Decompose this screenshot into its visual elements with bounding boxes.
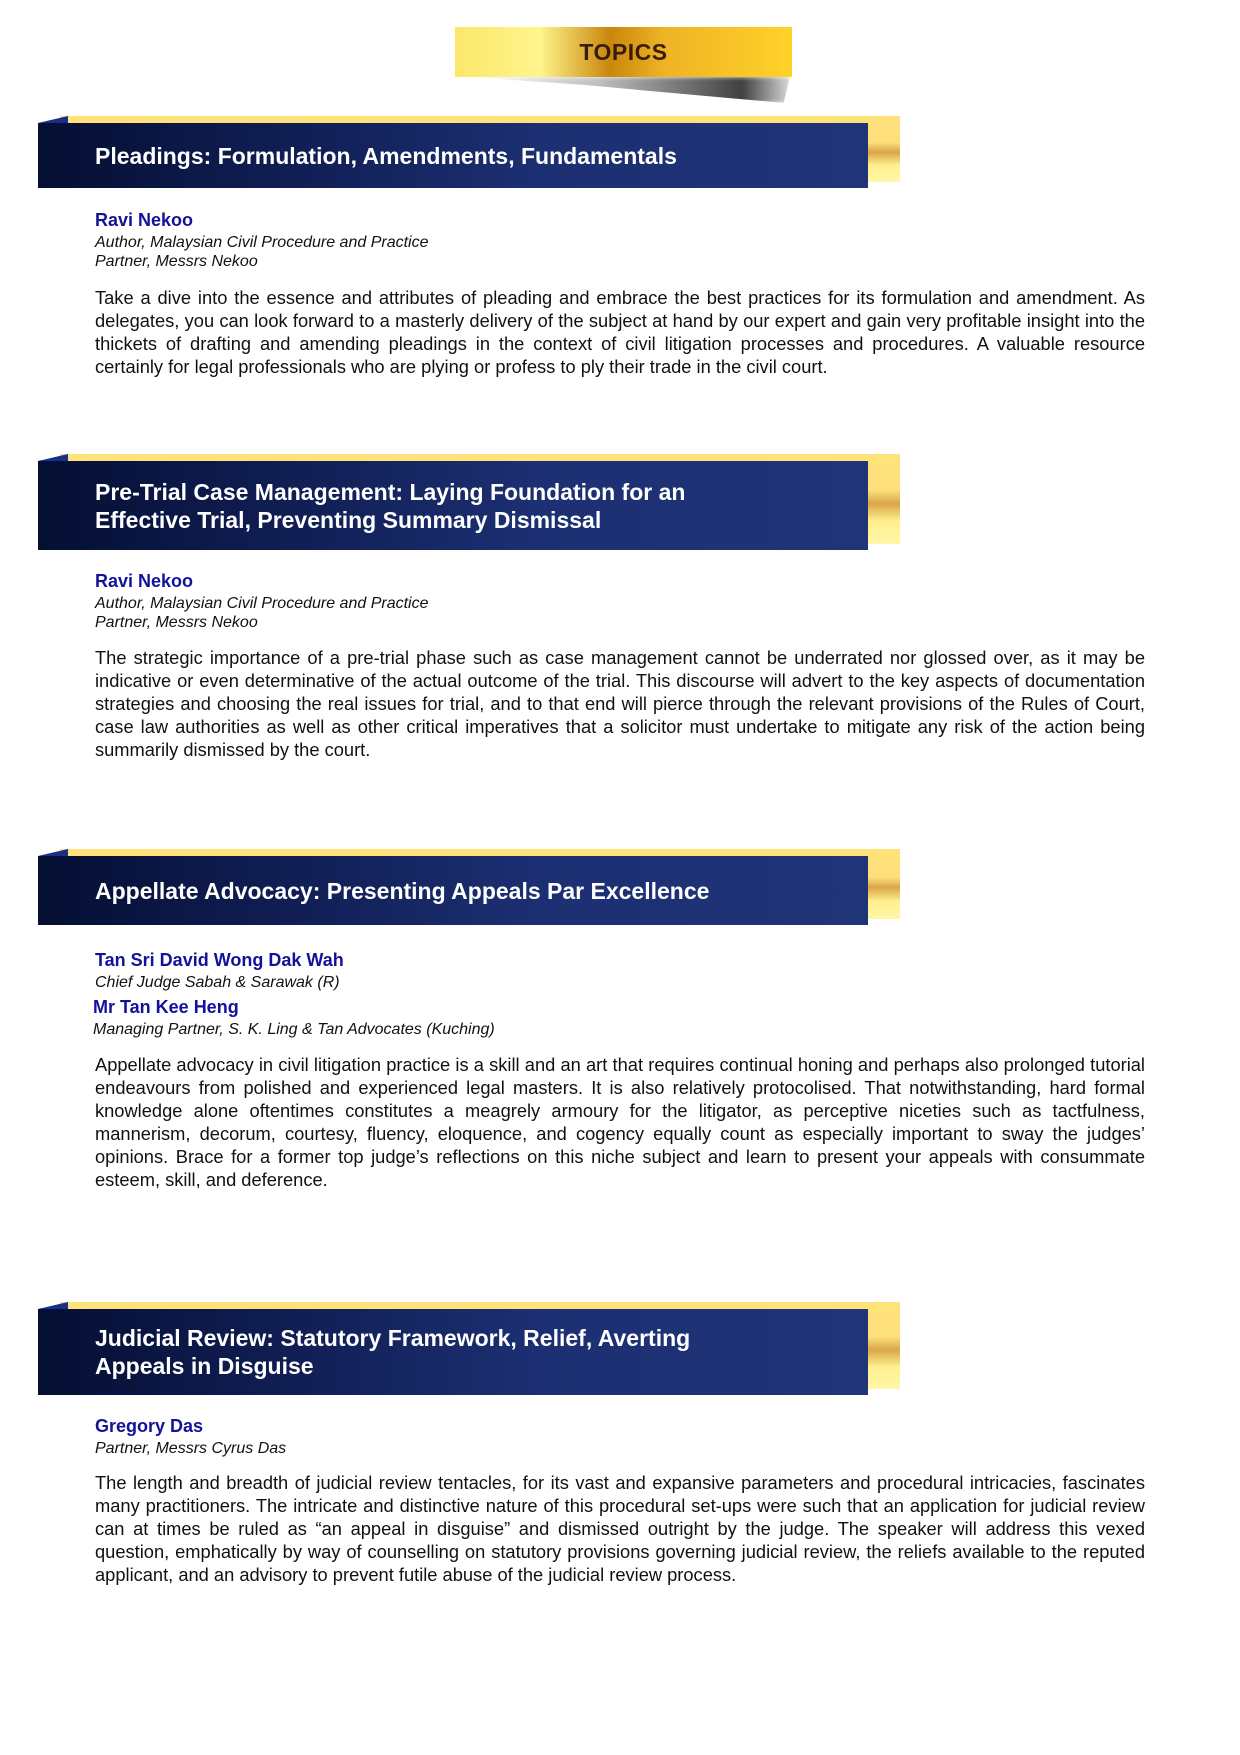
title-bar (38, 856, 868, 925)
speaker-name: Tan Sri David Wong Dak Wah (95, 950, 344, 970)
topics-banner-shadow (470, 77, 790, 103)
title-bar (38, 123, 868, 188)
topic-title (95, 478, 685, 534)
topics-banner (455, 27, 792, 77)
speaker-name: Gregory Das (95, 1416, 204, 1436)
topic-title-line: Appeals in Disguise (95, 1353, 314, 1379)
banner-corner (38, 849, 68, 856)
topic-description: Appellate advocacy in civil litigation practice is a skill and an art that requires continual honing and perhaps also prolonged tutorial endeavours from polished and experienced legal masters. It is also relatively protocolised. That notwithstanding, hard formal knowledge alone oftentimes constitutes a meagrely armoury for the litigator, as perceptive niceties such as tactfulness, mannerism, decorum, courtesy, fluency, eloquence, and cogency equally count as especially important to sway the judges’ opinions. Brace for a former top judge’s reflections on this niche subject and learn to present your appeals with consummate esteem, skill, and deference. (95, 1054, 1145, 1190)
speaker-name: Ravi Nekoo (95, 571, 194, 591)
topic-description: The length and breadth of judicial review tentacles, for its vast and expansive parameters and procedural intricacies, fascinates many practitioners. The intricate and distinctive nature of this procedural set-ups were such that an application for judicial review can at times be ruled as “an appeal in disguise” and dismissed outright by the judge. The speaker will address this vexed question, emphatically by way of counselling on statutory provisions governing judicial review, the reliefs available to the reputed applicant, and an advisory to prevent futile abuse of the judicial review process. (95, 1472, 1145, 1585)
topic-title (95, 1324, 690, 1380)
speaker-role: Managing Partner, S. K. Ling & Tan Advocates (Kuching) (93, 1021, 495, 1038)
topic-description: Take a dive into the essence and attributes of pleading and embrace the best practices for its formulation and amendment. As delegates, you can look forward to a masterly delivery of the subject at hand by our expert and gain very profitable insight into the thickets of drafting and amending pleadings in the context of civil litigation processes and procedures. A valuable resource certainly for legal professionals who are plying or profess to ply their trade in the civil court. (95, 287, 1145, 377)
topic-title-line: Effective Trial, Preventing Summary Dismissal (95, 506, 602, 533)
topic-title-line: Judicial Review: Statutory Framework, Relief, Averting (95, 1325, 691, 1351)
title-bar (38, 1309, 868, 1395)
speaker-role: Partner, Messrs Nekoo (95, 253, 258, 270)
banner-corner (38, 116, 68, 123)
topics-title: TOPICS (579, 38, 668, 65)
topic-2-banner (0, 454, 1240, 550)
speaker-role: Chief Judge Sabah & Sarawak (R) (95, 974, 340, 991)
topic-title: Appellate Advocacy: Presenting Appeals Par Excellence (95, 877, 710, 904)
topic-3-banner (0, 849, 1240, 925)
topic-title-line: Pre-Trial Case Management: Laying Foundation for an (95, 478, 686, 505)
speaker-role: Partner, Messrs Cyrus Das (95, 1440, 287, 1457)
banner-corner (38, 454, 68, 461)
topic-description: The strategic importance of a pre-trial phase such as case management cannot be underrated nor glossed over, as it may be indicative or even determinative of the actual outcome of the trial. This discourse will advert to the key aspects of documentation strategies and choosing the real issues for trial, and to that end will pierce through the relevant provisions of the Rules of Court, case law authorities as well as other critical imperatives that a solicitor must undertake to mitigate any risk of the action being summarily dismissed by the court. (95, 647, 1145, 760)
topic-4-banner (0, 1302, 1240, 1395)
topic-title: Pleadings: Formulation, Amendments, Fundamentals (95, 142, 677, 169)
speaker-role: Partner, Messrs Nekoo (95, 614, 258, 631)
speaker-role: Author, Malaysian Civil Procedure and Practice (95, 595, 429, 612)
banner-corner (38, 1302, 68, 1309)
speaker-role: Author, Malaysian Civil Procedure and Practice (95, 234, 429, 251)
topic-1-banner (0, 116, 1240, 188)
title-bar (38, 461, 868, 550)
speaker-name: Mr Tan Kee Heng (93, 997, 239, 1017)
speaker-name: Ravi Nekoo (95, 210, 194, 230)
